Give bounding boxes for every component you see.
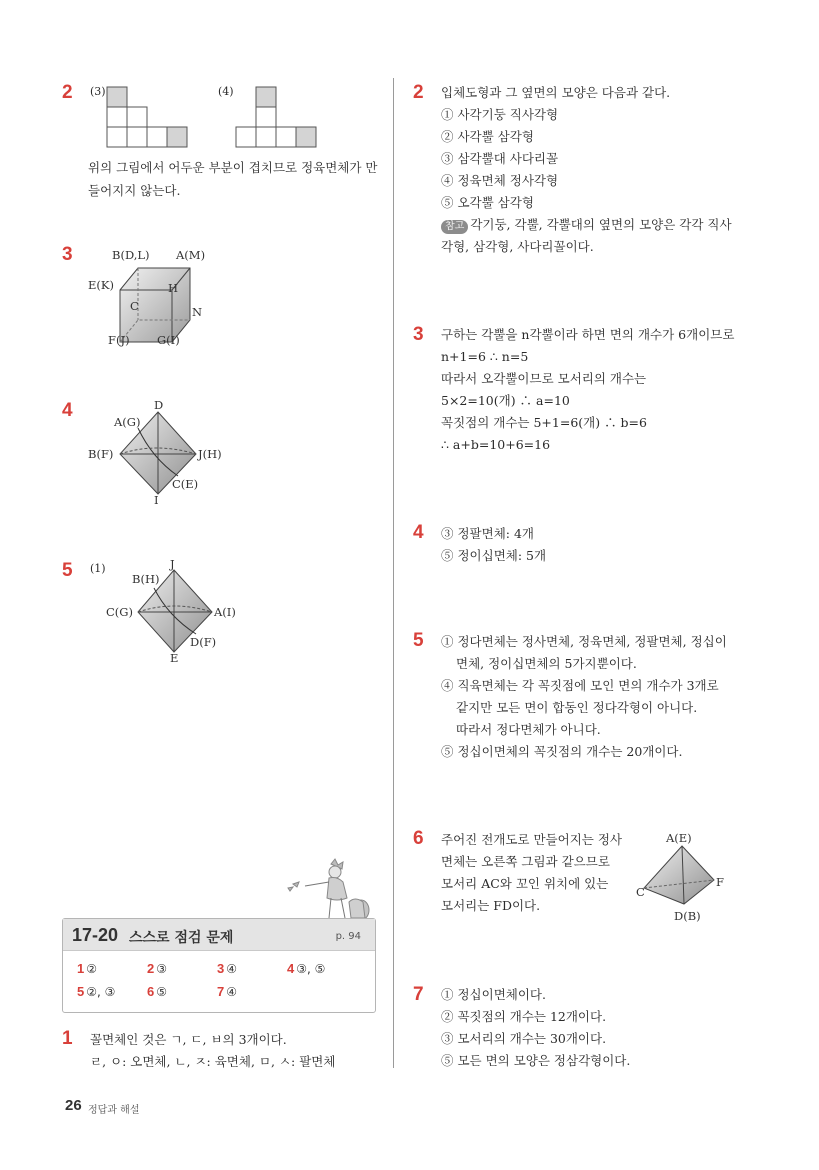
vertex-label: F	[716, 875, 724, 889]
question-number: 3	[413, 324, 424, 345]
math-line: n+1=6 ∴ n=5	[441, 349, 529, 364]
question-number: 5	[413, 630, 424, 651]
tetrahedron-figure	[630, 830, 730, 930]
vertex-label: A(I)	[214, 605, 236, 619]
cube-net-figure-3	[100, 84, 200, 154]
question-number: 4	[413, 522, 424, 543]
explanation-text: 같지만 모든 면이 합동인 정다각형이 아니다.	[456, 700, 698, 715]
vertex-label: A(M)	[176, 248, 206, 262]
explanation-text: 면체, 정이십면체의 5가지뿐이다.	[456, 656, 637, 671]
note-badge: 참고	[441, 220, 468, 234]
explanation-text: 입체도형과 그 옆면의 모양은 다음과 같다.	[441, 85, 671, 100]
vertex-label: I	[154, 493, 159, 507]
explanation-text: ⑤ 정십이면체의 꼭짓점의 개수는 20개이다.	[441, 744, 683, 759]
explanation-text: 위의 그림에서 어두운 부분이 겹치므로 정육면체가 만	[88, 160, 378, 175]
question-number: 2	[62, 82, 73, 103]
explanation-text: 따라서 정다면체가 아니다.	[456, 722, 601, 737]
explanation-text: ① 정다면체는 정사면체, 정육면체, 정팔면체, 정십이	[441, 634, 727, 649]
answer-item: 1 ②	[77, 961, 97, 976]
vertex-label: A(G)	[114, 415, 141, 429]
explanation-text: ⑤ 정이십면체: 5개	[441, 548, 547, 563]
vertex-label: C	[130, 299, 139, 313]
vertex-label: A(E)	[666, 831, 692, 845]
vertex-label: B(F)	[88, 447, 114, 461]
answer-item: 7 ④	[217, 984, 237, 999]
answer-item: 5 ②, ③	[77, 984, 116, 999]
page-reference: p. 94	[335, 931, 361, 942]
self-check-header	[63, 919, 375, 951]
math-line: 꼭짓점의 개수는 5+1=6(개) ∴ b=6	[441, 415, 647, 430]
question-number: 5	[62, 560, 73, 581]
vertex-label: D	[154, 398, 164, 412]
vertex-label: H	[168, 281, 179, 295]
explanation-text: 주어진 전개도로 만들어지는 정사	[441, 832, 622, 847]
explanation-text: ② 꼭짓점의 개수는 12개이다.	[441, 1009, 607, 1024]
answer-item: 6 ⑤	[147, 984, 167, 999]
vertex-label: B(H)	[132, 572, 160, 586]
question-number: 4	[62, 400, 73, 421]
page-number: 26	[65, 1097, 82, 1114]
figure-label: (1)	[90, 562, 106, 575]
explanation-text: ④ 직육면체는 각 꼭짓점에 모인 면의 개수가 3개로	[441, 678, 719, 693]
section-range: 17-20	[72, 925, 119, 945]
explanation-text: ④ 정육면체 정사각형	[441, 173, 559, 188]
vertex-label: G(I)	[157, 333, 180, 347]
question-number: 7	[413, 984, 424, 1005]
vertex-label: J	[170, 558, 175, 571]
explanation-text: ③ 정팔면체: 4개	[441, 526, 534, 541]
self-check-box	[62, 918, 376, 1013]
vertex-label: F(J)	[108, 333, 130, 347]
vertex-label: C(E)	[172, 477, 199, 491]
column-divider	[393, 78, 394, 1068]
answer-item: 2 ③	[147, 961, 167, 976]
vertex-label: E(K)	[88, 278, 114, 292]
vertex-label: C(G)	[106, 605, 133, 619]
explanation-text: 면체는 오른쪽 그림과 같으므로	[441, 854, 610, 869]
vertex-label: B(D,L)	[112, 248, 150, 262]
vertex-label: D(B)	[674, 909, 701, 923]
explanation-text: 모서리는 FD이다.	[441, 898, 541, 913]
explanation-text: ① 사각기둥 직사각형	[441, 107, 559, 122]
answer-item: 3 ④	[217, 961, 237, 976]
octahedron-figure	[82, 398, 232, 508]
explanation-text: ① 정십이면체이다.	[441, 987, 546, 1002]
vertex-label: N	[192, 305, 203, 319]
vertex-label: C	[636, 885, 645, 899]
octahedron-figure-2	[102, 558, 252, 668]
explanation-text: ③ 모서리의 개수는 30개이다.	[441, 1031, 607, 1046]
cube-figure	[82, 242, 232, 352]
footer-label: 정답과 해설	[88, 1105, 140, 1116]
explanation-text: 들어지지 않는다.	[88, 183, 181, 198]
explanation-text: 따라서 오각뿔이므로 모서리의 개수는	[441, 371, 647, 386]
explanation-text: 모서리 AC와 꼬인 위치에 있는	[441, 876, 609, 891]
figure-label: (3)	[90, 85, 106, 98]
explanation-text: 구하는 각뿔을 n각뿔이라 하면 면의 개수가 6개이므로	[441, 327, 735, 342]
note-text: 각형, 삼각형, 사다리꼴이다.	[441, 239, 594, 254]
cube-net-figure-4	[232, 84, 332, 154]
explanation-text: ② 사각뿔 삼각형	[441, 129, 534, 144]
answer-item: 4 ③, ⑤	[287, 961, 326, 976]
question-number: 6	[413, 828, 424, 849]
math-line: 5×2=10(개) ∴ a=10	[441, 393, 570, 408]
vertex-label: D(F)	[190, 635, 217, 649]
section-title: 스스로 점검 문제	[129, 930, 234, 946]
question-number: 3	[62, 244, 73, 265]
vertex-label: J(H)	[198, 447, 222, 461]
question-number: 1	[62, 1028, 73, 1049]
character-illustration	[285, 858, 375, 922]
figure-label: (4)	[218, 85, 234, 98]
math-line: ∴ a+b=10+6=16	[441, 437, 551, 452]
note-text: 참고 각기둥, 각뿔, 각뿔대의 옆면의 모양은 각각 직사	[441, 218, 732, 234]
explanation-text: 꼴면체인 것은 ㄱ, ㄷ, ㅂ의 3개이다.	[90, 1032, 287, 1047]
question-number: 2	[413, 82, 424, 103]
explanation-text: ㄹ, ㅇ: 오면체, ㄴ, ㅈ: 육면체, ㅁ, ㅅ: 팔면체	[90, 1054, 336, 1069]
explanation-text: ③ 삼각뿔대 사다리꼴	[441, 151, 559, 166]
explanation-text: ⑤ 오각뿔 삼각형	[441, 195, 534, 210]
explanation-text: ⑤ 모든 면의 모양은 정삼각형이다.	[441, 1053, 631, 1068]
vertex-label: E	[170, 651, 179, 665]
